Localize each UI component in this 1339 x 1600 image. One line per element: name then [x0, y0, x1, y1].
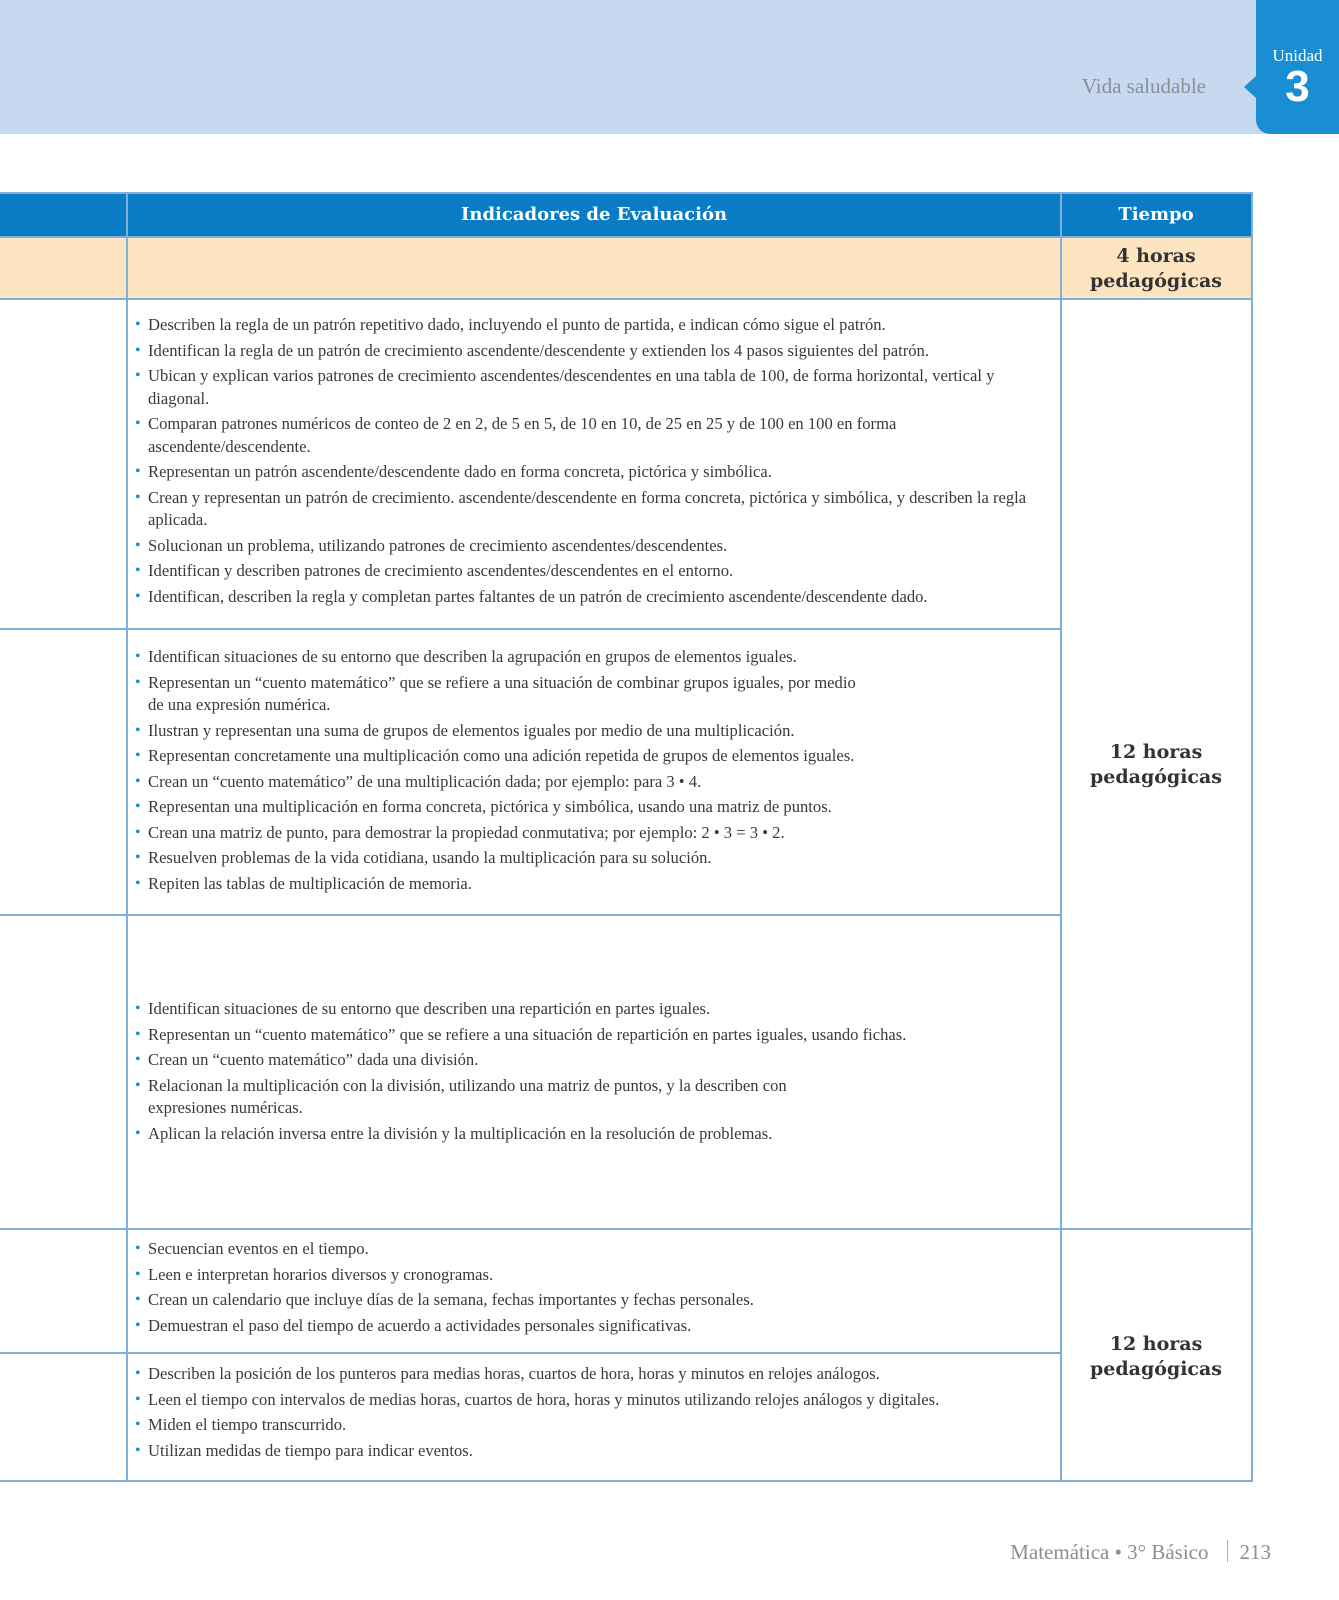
list-item: • Identifican, describen la regla y completan partes faltantes de un patrón de crecimiento ascendente/descendente dado.	[130, 586, 1050, 609]
row-divider	[0, 1352, 1060, 1354]
indicator-list-multiplication	[130, 646, 1050, 898]
list-item: • Identifican situaciones de su entorno que describen una repartición en partes iguales.	[130, 998, 1050, 1021]
list-item: • Repiten las tablas de multiplicación de memoria.	[130, 873, 1050, 896]
list-item: • Representan un patrón ascendente/descendente dado en forma concreta, pictórica y simbólica.	[130, 461, 1050, 484]
column-header-time: Tiempo	[1118, 204, 1194, 225]
book-title: Matemática • 3° Básico	[1010, 1540, 1209, 1564]
time-unit: pedagógicas	[1089, 270, 1222, 292]
indicator-list-clocks	[130, 1363, 1050, 1465]
time-cell-2	[1062, 740, 1250, 790]
time-hours: 4 horas	[1116, 245, 1196, 267]
time-hours: 12 horas	[1109, 1333, 1203, 1355]
page-footer	[1010, 1540, 1271, 1565]
page-number: 213	[1239, 1540, 1271, 1564]
list-item: • Aplican la relación inversa entre la división y la multiplicación en la resolución de problemas.	[130, 1123, 1050, 1146]
list-item: • Demuestran el paso del tiempo de acuerdo a actividades personales significativas.	[130, 1315, 1050, 1338]
section-title: Vida saludable	[1081, 74, 1206, 98]
header-band	[0, 0, 1339, 134]
row-divider	[0, 1228, 1251, 1230]
footer-divider	[1227, 1540, 1228, 1562]
time-cell-1	[1062, 244, 1250, 294]
row-divider	[0, 628, 1060, 630]
list-item: • Identifican situaciones de su entorno que describen la agrupación en grupos de elementos iguales.	[130, 646, 1050, 669]
list-item: • Representan un “cuento matemático” que se refiere a una situación de combinar grupos iguales, por medio de una expresión numérica.	[130, 672, 868, 717]
list-item: • Solucionan un problema, utilizando patrones de crecimiento ascendentes/descendentes.	[130, 535, 1050, 558]
list-item: • Crean una matriz de punto, para demostrar la propiedad conmutativa; por ejemplo: 2 • 3 = 3 • 2.	[130, 822, 1050, 845]
column-header-indicators: Indicadores de Evaluación	[460, 204, 728, 225]
indicator-list-division	[130, 998, 1050, 1148]
list-item: • Crean y representan un patrón de crecimiento. ascendente/descendente en forma concreta, pictórica y simbólica, y describen la regla aplicada.	[130, 487, 1050, 532]
list-item: • Ubican y explican varios patrones de crecimiento ascendentes/descendentes en una tabla de 100, de forma horizontal, vertical y diagonal.	[130, 365, 1050, 410]
column-divider	[126, 194, 128, 1480]
time-unit: pedagógicas	[1089, 766, 1222, 788]
list-item: • Miden el tiempo transcurrido.	[130, 1414, 1050, 1437]
list-item: • Secuencian eventos en el tiempo.	[130, 1238, 1050, 1261]
row-divider	[0, 236, 1251, 238]
column-divider	[1060, 194, 1062, 1480]
list-item: • Crean un “cuento matemático” de una multiplicación dada; por ejemplo: para 3 • 4.	[130, 771, 1050, 794]
list-item: • Resuelven problemas de la vida cotidiana, usando la multiplicación para su solución.	[130, 847, 1050, 870]
unit-tab	[1256, 0, 1339, 134]
indicator-list-time-events	[130, 1238, 1050, 1340]
list-item: • Utilizan medidas de tiempo para indicar eventos.	[130, 1440, 1050, 1463]
time-cell-3	[1062, 1332, 1250, 1382]
evaluation-table	[0, 192, 1253, 1482]
unit-label: Unidad	[1272, 46, 1323, 65]
indicator-list-patterns	[130, 314, 1050, 611]
list-item: • Relacionan la multiplicación con la división, utilizando una matriz de puntos, y la describen con expresiones numéricas.	[130, 1075, 838, 1120]
list-item: • Crean un “cuento matemático” dada una división.	[130, 1049, 1050, 1072]
row-divider	[0, 914, 1060, 916]
row-divider	[0, 298, 1251, 300]
list-item: • Describen la posición de los punteros para medias horas, cuartos de hora, horas y minutos en relojes análogos.	[130, 1363, 1050, 1386]
time-unit: pedagógicas	[1089, 1358, 1222, 1380]
list-item: • Leen e interpretan horarios diversos y cronogramas.	[130, 1264, 1050, 1287]
list-item: • Describen la regla de un patrón repetitivo dado, incluyendo el punto de partida, e indican cómo sigue el patrón.	[130, 314, 1050, 337]
list-item: • Representan una multiplicación en forma concreta, pictórica y simbólica, usando una matriz de puntos.	[130, 796, 1050, 819]
list-item: • Identifican la regla de un patrón de crecimiento ascendente/descendente y extienden los 4 pasos siguientes del patrón.	[130, 340, 1050, 363]
list-item: • Crean un calendario que incluye días de la semana, fechas importantes y fechas personales.	[130, 1289, 1050, 1312]
list-item: • Identifican y describen patrones de crecimiento ascendentes/descendentes en el entorno.	[130, 560, 1050, 583]
list-item: • Comparan patrones numéricos de conteo de 2 en 2, de 5 en 5, de 10 en 10, de 25 en 25 y de 100 en 100 en forma ascendente/descendente.	[130, 413, 908, 458]
unit-number: 3	[1285, 62, 1310, 111]
time-hours: 12 horas	[1109, 741, 1203, 763]
list-item: • Ilustran y representan una suma de grupos de elementos iguales por medio de una multiplicación.	[130, 720, 1050, 743]
list-item: • Representan un “cuento matemático” que se refiere a una situación de repartición en partes iguales, usando fichas.	[130, 1024, 1050, 1047]
list-item: • Leen el tiempo con intervalos de medias horas, cuartos de hora, horas y minutos utilizando relojes análogos y digitales.	[130, 1389, 1050, 1412]
unit-pointer-icon	[1244, 76, 1256, 98]
list-item: • Representan concretamente una multiplicación como una adición repetida de grupos de elementos iguales.	[130, 745, 1050, 768]
